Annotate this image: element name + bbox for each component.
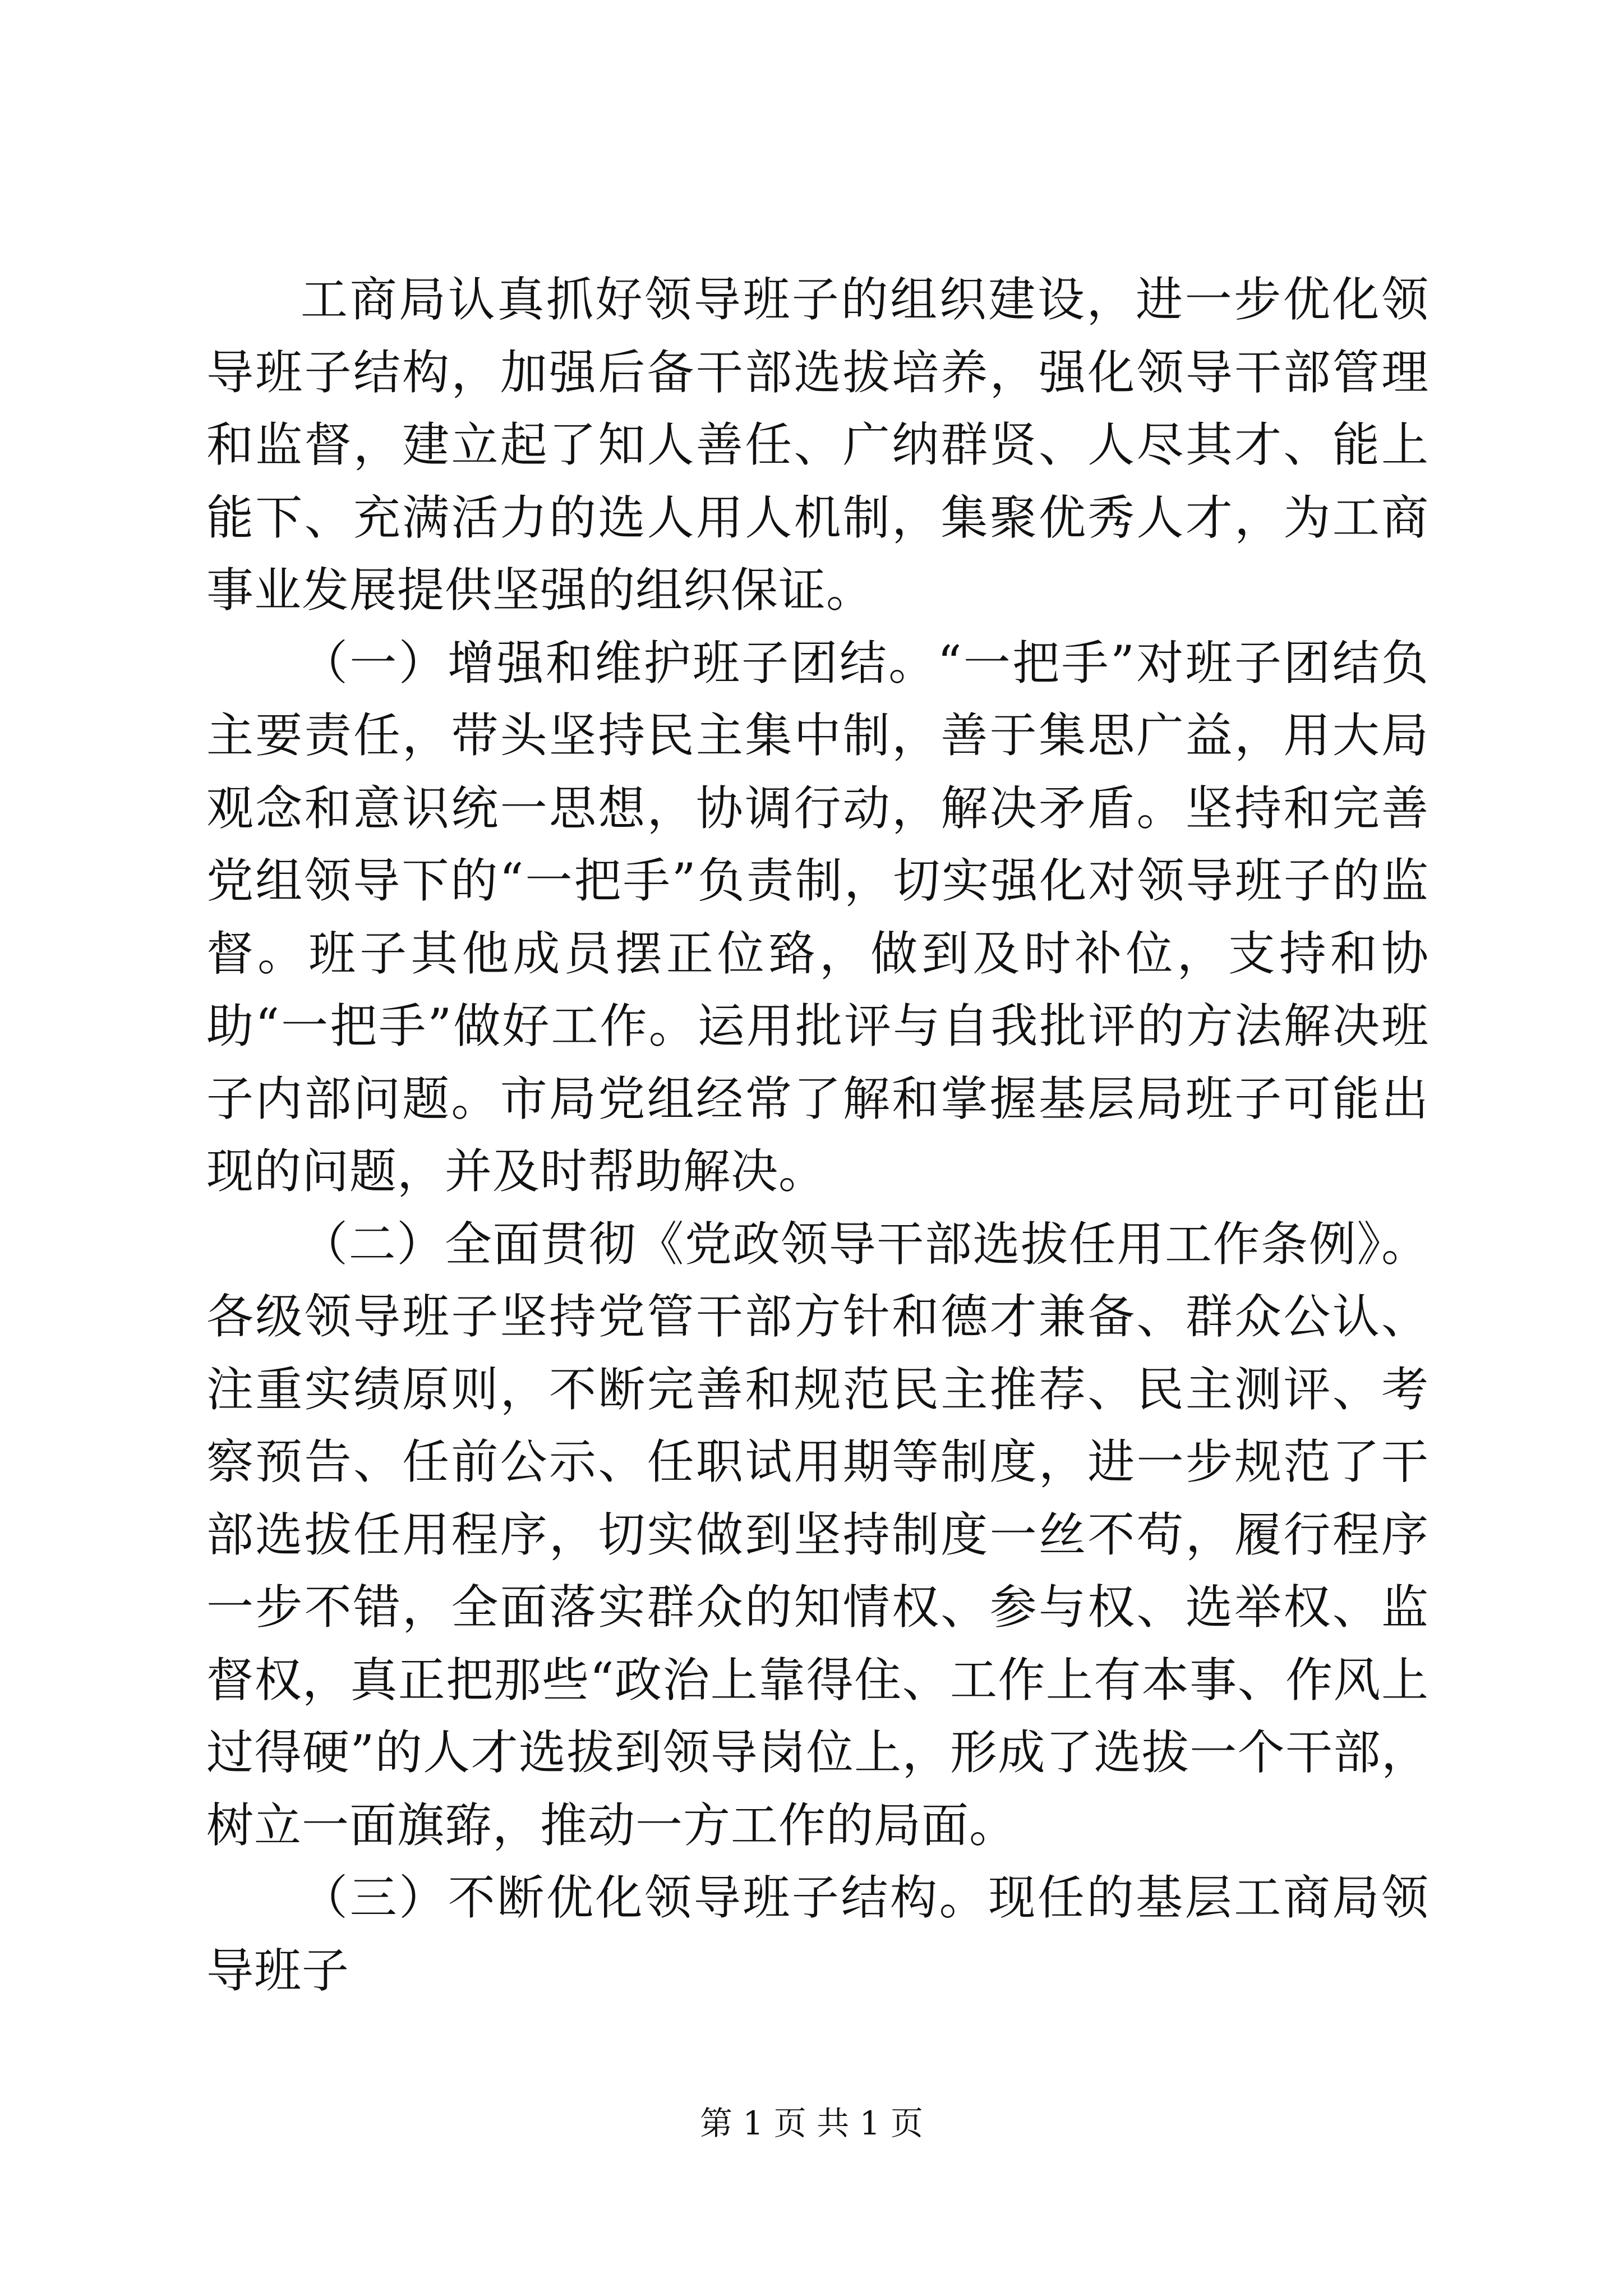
document-body bbox=[206, 264, 1429, 2007]
paragraph-intro: 工商局认真抓好领导班子的组织建设，进一步优化领导班子结构，加强后备干部选拔培养，强化领导干部管理和监督，建立起了知人善任、广纳群贤、人尽其才、能上能下、充满活力的选人用人机制，集聚优秀人才，为工商事业发展提供坚强的组织保证。 bbox=[206, 272, 1429, 618]
paragraph-section-3: （三）不断优化领导班子结构。现任的基层工商局领导班子 bbox=[206, 1870, 1429, 1998]
paragraph-section-1: （一）增强和维护班子团结。“一把手”对班子团结负主要责任，带头坚持民主集中制，善于集思广益，用大局观念和意识统一思想，协调行动，解决矛盾。坚持和完善党组领导下的“一把手”负责制，切实强化对领导班子的监督。班子其他成员摆正位臵，做到及时补位，支持和协助“一把手”做好工作。运用批评与自我批评的方法解决班子内部问题。市局党组经常了解和掌握基层局班子可能出现的问题，并及时帮助解决。 bbox=[206, 635, 1429, 1199]
page-footer: 第 1 页 共 1 页 bbox=[700, 2104, 923, 2142]
paragraph-section-2: （二）全面贯彻《党政领导干部选拔任用工作条例》。各级领导班子坚持党管干部方针和德才兼备、群众公认、注重实绩原则，不断完善和规范民主推荐、民主测评、考察预告、任前公示、任职试用期等制度，进一步规范了干部选拔任用程序，切实做到坚持制度一丝不苟，履行程序一步不错，全面落实群众的知情权、参与权、选举权、监督权，真正把那些“政治上靠得住、工作上有本事、作风上过得硬”的人才选拔到领导岗位上，形成了选拔一个干部，树立一面旗臶，推动一方工作的局面。 bbox=[206, 1216, 1429, 1853]
